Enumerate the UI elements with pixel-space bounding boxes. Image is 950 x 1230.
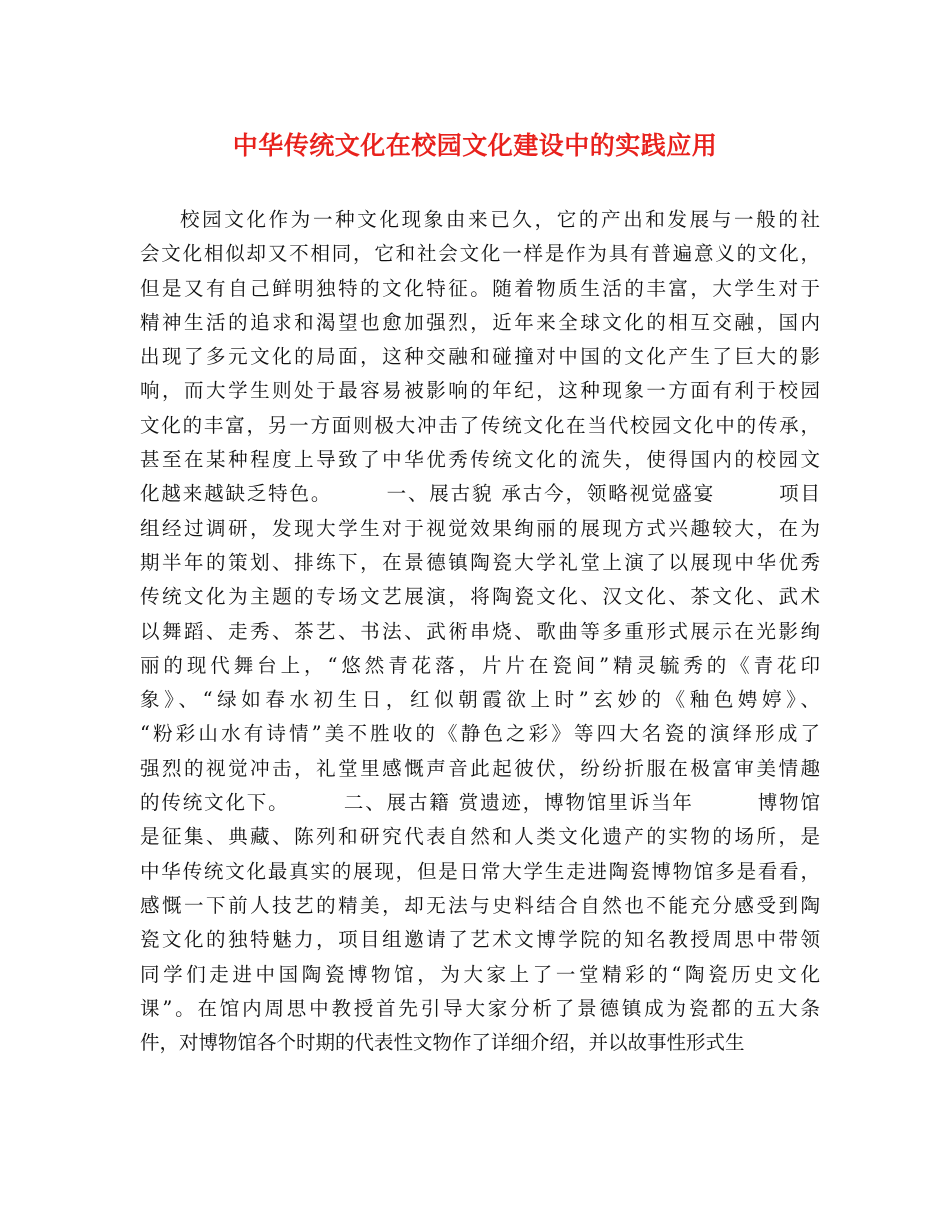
body-line: 象》、“绿如春水初生日，红似朝霞欲上时”玄妙的《釉色娉婷》、	[140, 688, 820, 712]
body-line: 校园文化作为一种文化现象由来已久，它的产出和发展与一般的社	[180, 208, 820, 231]
body-line: 感慨一下前人技艺的精美，却无法与史料结合自然也不能充分感受到陶	[140, 893, 820, 917]
body-line: 精神生活的追求和渴望也愈加强烈，近年来全球文化的相互交融，国内	[140, 310, 820, 334]
body-line: 瓷文化的独特魅力，项目组邀请了艺术文博学院的知名教授周思中带领	[140, 928, 820, 952]
body-line: 件，对博物馆各个时期的代表性文物作了详细介绍，并以故事性形式生	[140, 1031, 745, 1055]
body-line: 但是又有自己鲜明独特的文化特征。随着物质生活的丰富，大学生对于	[140, 276, 820, 300]
body-line: 响，而大学生则处于最容易被影响的年纪，这种现象一方面有利于校园	[140, 379, 820, 403]
body-line: 甚至在某种程度上导致了中华优秀传统文化的流失，使得国内的校园文	[140, 448, 820, 472]
body-line: 中华传统文化最真实的展现，但是日常大学生走进陶瓷博物馆多是看看，	[140, 859, 820, 883]
body-line: 文化的丰富，另一方面则极大冲击了传统文化在当代校园文化中的传承，	[140, 413, 820, 437]
body-line: “粉彩山水有诗情”美不胜收的《静色之彩》等四大名瓷的演绎形成了	[140, 722, 820, 746]
document-title: 中华传统文化在校园文化建设中的实践应用	[232, 131, 718, 160]
body-line: 同学们走进中国陶瓷博物馆，为大家上了一堂精彩的“陶瓷历史文化	[140, 962, 820, 986]
body-line: 期半年的策划、排练下，在景德镇陶瓷大学礼堂上演了以展现中华优秀	[140, 550, 820, 574]
body-line: 丽的现代舞台上，“悠然青花落，片片在瓷间”精灵毓秀的《青花印	[140, 653, 820, 677]
body-line: 以舞蹈、走秀、茶艺、书法、武術串烧、歌曲等多重形式展示在光影绚	[140, 619, 820, 643]
body-line: 传统文化为主题的专场文艺展演，将陶瓷文化、汉文化、茶文化、武术	[140, 585, 820, 609]
body-line: 的传统文化下。 二、展古籍 赏遗迹，博物馆里诉当年 博物馆	[140, 791, 820, 815]
body-line: 强烈的视觉冲击，礼堂里感慨声音此起彼伏，纷纷折服在极富审美情趣	[140, 756, 820, 780]
body-line: 化越来越缺乏特色。 一、展古貌 承古今，领略视觉盛宴 项目	[140, 482, 820, 506]
body-line: 出现了多元文化的局面，这种交融和碰撞对中国的文化产生了巨大的影	[140, 345, 820, 369]
document-body	[140, 203, 820, 1060]
body-line: 组经过调研，发现大学生对于视觉效果绚丽的展现方式兴趣较大，在为	[140, 516, 820, 540]
body-line: 会文化相似却又不相同，它和社会文化一样是作为具有普遍意义的文化，	[140, 242, 820, 266]
body-line: 是征集、典藏、陈列和研究代表自然和人类文化遗产的实物的场所，是	[140, 825, 820, 849]
body-line: 课”。在馆内周思中教授首先引导大家分析了景德镇成为瓷都的五大条	[140, 996, 820, 1020]
